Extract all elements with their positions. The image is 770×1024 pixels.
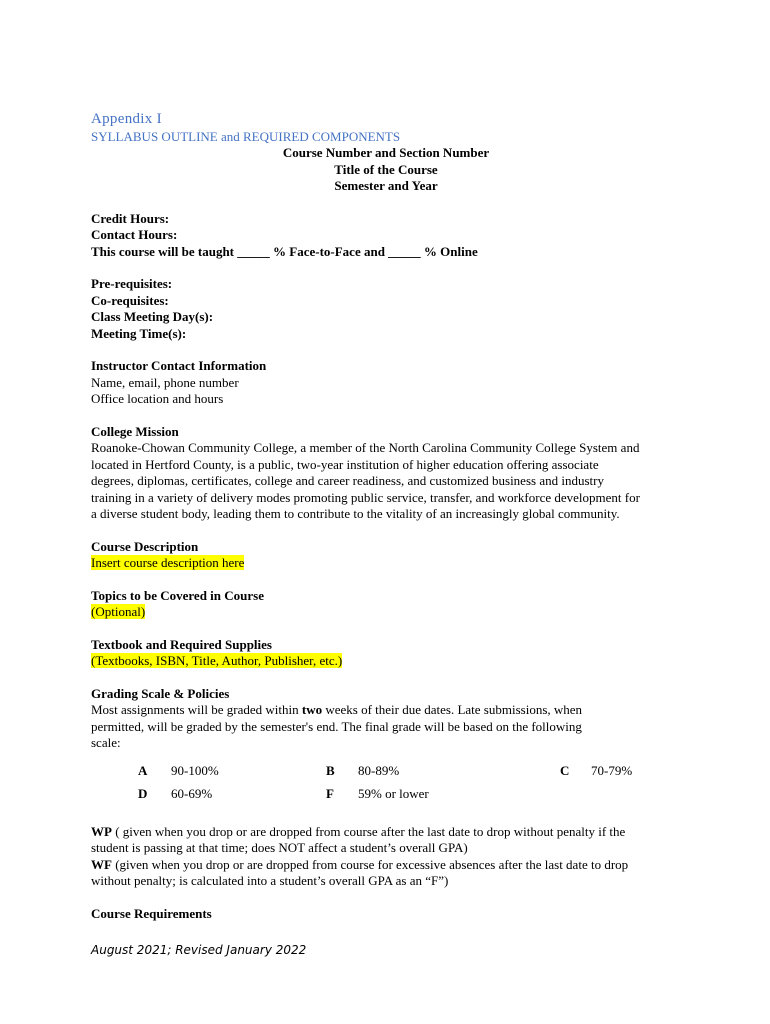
wf-text-continued: without penalty; is calculated into a student’s overall GPA as an “F”) — [91, 873, 449, 888]
appendix-subtitle: SYLLABUS OUTLINE and REQUIRED COMPONENTS — [91, 129, 401, 144]
semester-line: Semester and Year — [334, 178, 438, 193]
grading-text-pre: Most assignments will be graded within — [91, 702, 302, 717]
mission-line: training in a variety of delivery modes promoting public service, transfer, and workforce development for — [91, 489, 640, 505]
contact-hours-label: Contact Hours: — [91, 227, 178, 242]
grading-text-line: scale: — [91, 735, 121, 750]
wf-policy — [91, 857, 691, 874]
meeting-days-label: Class Meeting Day(s): — [91, 309, 214, 324]
grade-range: 90-100% — [171, 762, 219, 778]
course-description-heading: Course Description — [91, 538, 199, 554]
grade-range: 60-69% — [171, 785, 213, 801]
mission-line: Roanoke-Chowan Community College, a member of the North Carolina Community College System and — [91, 440, 640, 455]
wp-text-continued: student is passing at that time; does NOT affect a student’s overall GPA) — [91, 840, 468, 855]
grading-text-post: weeks of their due dates. Late submissions, when — [322, 702, 583, 717]
wp-label: WP — [91, 823, 112, 839]
credit-hours-label: Credit Hours: — [91, 210, 170, 226]
grade-letter: A — [138, 762, 148, 778]
instructor-heading: Instructor Contact Information — [91, 358, 267, 373]
grading-heading: Grading Scale & Policies — [91, 685, 230, 701]
course-requirements-heading: Course Requirements — [91, 905, 212, 921]
grading-text-bold: two — [301, 702, 323, 717]
course-description-placeholder: Insert course description here — [91, 555, 245, 570]
textbook-heading: Textbook and Required Supplies — [91, 636, 272, 652]
grading-text-line — [91, 702, 691, 719]
wf-text: (given when you drop or are dropped from course for excessive absences after the last date to drop — [111, 856, 629, 872]
grade-letter: C — [560, 762, 570, 778]
grade-range: 70-79% — [591, 762, 633, 778]
topics-placeholder: (Optional) — [91, 604, 146, 619]
grade-range: 59% or lower — [358, 785, 429, 801]
page-footer: August 2021; Revised January 2022 — [91, 943, 307, 957]
mission-heading: College Mission — [91, 423, 179, 439]
corequisites-label: Co-requisites: — [91, 292, 169, 308]
topics-heading: Topics to be Covered in Course — [91, 587, 264, 603]
delivery-mode-line: This course will be taught _____ % Face-to-Face and _____ % Online — [91, 243, 478, 259]
course-header — [91, 145, 681, 195]
mission-line: located in Hertford County, is a public, two-year institution of higher education offering associate — [91, 456, 599, 472]
grade-range: 80-89% — [358, 762, 400, 778]
appendix-title: Appendix I — [91, 111, 162, 127]
mission-line: degrees, diplomas, certificates, college and career readiness, and customized business and industry — [91, 473, 604, 488]
wf-label: WF — [91, 856, 112, 872]
wp-policy — [91, 824, 691, 841]
instructor-contact-line: Name, email, phone number — [91, 374, 239, 390]
wp-text: ( given when you drop or are dropped from course after the last date to drop without penalty if the — [111, 823, 626, 839]
meeting-times-label: Meeting Time(s): — [91, 325, 187, 341]
syllabus-page — [91, 110, 691, 922]
grading-text-line: permitted, will be graded by the semester's end. The final grade will be based on the following — [91, 718, 582, 734]
textbook-placeholder: (Textbooks, ISBN, Title, Author, Publisher, etc.) — [91, 653, 343, 668]
grade-letter: D — [138, 785, 148, 801]
grade-letter: F — [326, 785, 334, 801]
grade-scale-row — [91, 763, 691, 786]
course-title-line: Title of the Course — [334, 161, 438, 177]
mission-line: a diverse student body, leading them to contribute to the vitality of an increasingly global community. — [91, 506, 620, 521]
grade-scale-row — [91, 786, 691, 809]
grade-letter: B — [326, 762, 335, 778]
instructor-office-line: Office location and hours — [91, 391, 224, 406]
prerequisites-label: Pre-requisites: — [91, 276, 173, 291]
course-number-line: Course Number and Section Number — [282, 145, 490, 160]
